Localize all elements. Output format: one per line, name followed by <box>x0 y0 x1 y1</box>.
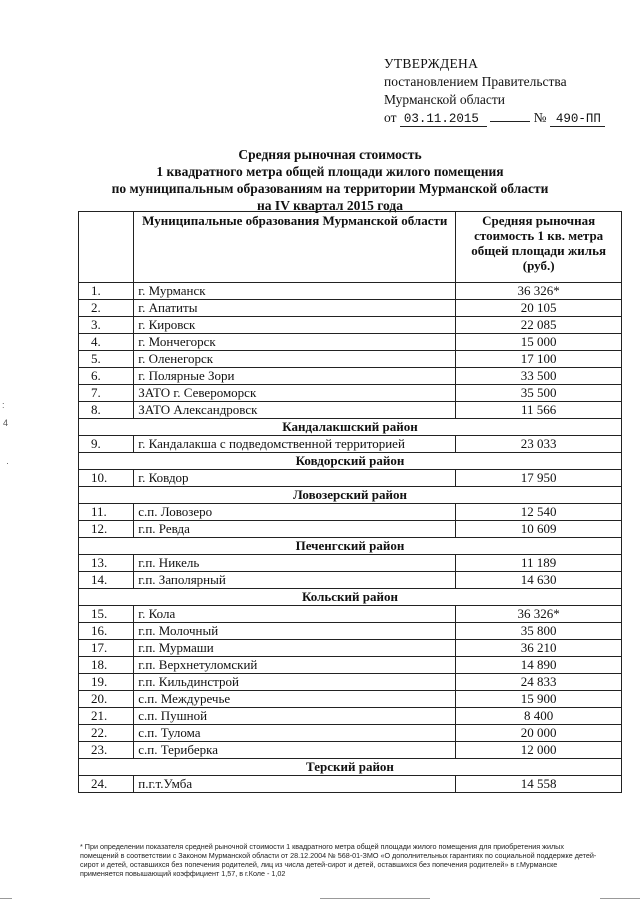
municipality-name: г.п. Мурмаши <box>134 640 456 657</box>
table-row <box>79 776 622 793</box>
price-value: 17 100 <box>456 351 622 368</box>
municipality-name: г. Ковдор <box>134 470 456 487</box>
table-row <box>79 725 622 742</box>
municipality-name: с.п. Ловозеро <box>134 504 456 521</box>
row-number: 13. <box>79 555 134 572</box>
table-row <box>79 436 622 453</box>
row-number: 12. <box>79 521 134 538</box>
footnote: * При определении показателя средней рыночной стоимости 1 квадратного метра общей площади жилого помещения для приобретения жилых помещений в соответствии с Законом Мурманской области от 28.12.2004 № 568-01-ЗМО «О дополнительных гарантиях по социальной поддержке детей-сирот и детей, оставшихся без попечения родителей, лиц из числа детей-сирот и детей, оставшихся без попечения родителей» в г.Мурманске применяется повышающий коэффициент 1,57, в г.Коле - 1,02 <box>80 842 597 878</box>
table-row <box>79 385 622 402</box>
municipality-name: ЗАТО г. Североморск <box>134 385 456 402</box>
price-value: 36 210 <box>456 640 622 657</box>
approval-number: 490-ПП <box>550 112 605 127</box>
price-value: 12 540 <box>456 504 622 521</box>
price-value: 15 900 <box>456 691 622 708</box>
price-value: 20 105 <box>456 300 622 317</box>
title-line-1: Средняя рыночная стоимость <box>238 147 422 162</box>
municipality-name: с.п. Тулома <box>134 725 456 742</box>
date-prefix: от <box>384 110 397 125</box>
district-row <box>79 589 622 606</box>
municipality-name: г. Мурманск <box>134 283 456 300</box>
row-number: 18. <box>79 657 134 674</box>
document-title <box>60 146 600 214</box>
municipality-name: с.п. Пушной <box>134 708 456 725</box>
header-number-cell <box>79 212 134 283</box>
table-row <box>79 691 622 708</box>
price-value: 14 558 <box>456 776 622 793</box>
price-value: 14 890 <box>456 657 622 674</box>
scan-edge-line <box>320 898 430 899</box>
municipality-name: г. Кола <box>134 606 456 623</box>
row-number: 11. <box>79 504 134 521</box>
title-line-3: по муниципальным образованиям на территории Мурманской области <box>111 181 549 196</box>
table-row <box>79 504 622 521</box>
district-row <box>79 453 622 470</box>
municipality-name: г. Мончегорск <box>134 334 456 351</box>
row-number: 6. <box>79 368 134 385</box>
row-number: 24. <box>79 776 134 793</box>
municipality-name: с.п. Междуречье <box>134 691 456 708</box>
scan-edge-line <box>600 898 640 899</box>
price-value: 36 326* <box>456 606 622 623</box>
row-number: 4. <box>79 334 134 351</box>
table-row <box>79 657 622 674</box>
approval-date-line <box>384 109 605 128</box>
approval-line-2: Мурманской области <box>384 92 505 107</box>
scan-margin-mark: : <box>2 400 5 410</box>
approval-line-1: постановлением Правительства <box>384 74 567 89</box>
header-name-cell: Муниципальные образования Мурманской области <box>134 212 456 283</box>
table-row <box>79 742 622 759</box>
table-header-row <box>79 212 622 283</box>
price-value: 11 189 <box>456 555 622 572</box>
price-value: 10 609 <box>456 521 622 538</box>
table-row <box>79 555 622 572</box>
municipality-name: г.п. Ревда <box>134 521 456 538</box>
district-row <box>79 759 622 776</box>
row-number: 1. <box>79 283 134 300</box>
table-row <box>79 317 622 334</box>
row-number: 20. <box>79 691 134 708</box>
price-value: 14 630 <box>456 572 622 589</box>
district-heading: Печенгский район <box>79 538 622 555</box>
title-line-2: 1 квадратного метра общей площади жилого помещения <box>156 164 504 179</box>
price-value: 11 566 <box>456 402 622 419</box>
price-value: 15 000 <box>456 334 622 351</box>
price-value: 17 950 <box>456 470 622 487</box>
row-number: 5. <box>79 351 134 368</box>
district-row <box>79 538 622 555</box>
municipality-name: г.п. Молочный <box>134 623 456 640</box>
table-row <box>79 623 622 640</box>
district-heading: Терский район <box>79 759 622 776</box>
table-row <box>79 368 622 385</box>
municipality-name: г. Кировск <box>134 317 456 334</box>
district-row <box>79 419 622 436</box>
row-number: 16. <box>79 623 134 640</box>
table-row <box>79 470 622 487</box>
approval-date: 03.11.2015 <box>400 112 487 127</box>
table-row <box>79 351 622 368</box>
price-value: 8 400 <box>456 708 622 725</box>
table-row <box>79 708 622 725</box>
row-number: 14. <box>79 572 134 589</box>
district-heading: Кольский район <box>79 589 622 606</box>
municipality-name: г.п. Кильдинстрой <box>134 674 456 691</box>
approval-stamp <box>384 55 605 128</box>
price-value: 35 500 <box>456 385 622 402</box>
municipality-name: г. Оленегорск <box>134 351 456 368</box>
scan-margin-mark: 4 <box>3 418 9 428</box>
municipality-name: с.п. Териберка <box>134 742 456 759</box>
row-number: 19. <box>79 674 134 691</box>
table-row <box>79 334 622 351</box>
price-value: 22 085 <box>456 317 622 334</box>
row-number: 23. <box>79 742 134 759</box>
row-number: 2. <box>79 300 134 317</box>
price-value: 12 000 <box>456 742 622 759</box>
municipality-name: г. Кандалакша с подведомственной территорией <box>134 436 456 453</box>
approval-title: УТВЕРЖДЕНА <box>384 56 479 71</box>
municipality-name: г.п. Никель <box>134 555 456 572</box>
price-value: 35 800 <box>456 623 622 640</box>
title-line-4: на IV квартал 2015 года <box>257 198 403 213</box>
municipality-name: г. Апатиты <box>134 300 456 317</box>
price-table <box>78 211 622 793</box>
row-number: 8. <box>79 402 134 419</box>
row-number: 17. <box>79 640 134 657</box>
row-number: 9. <box>79 436 134 453</box>
municipality-name: г.п. Заполярный <box>134 572 456 589</box>
row-number: 22. <box>79 725 134 742</box>
district-heading: Кандалакшский район <box>79 419 622 436</box>
number-prefix: № <box>533 110 547 125</box>
municipality-name: г.п. Верхнетуломский <box>134 657 456 674</box>
table-row <box>79 572 622 589</box>
row-number: 3. <box>79 317 134 334</box>
table-row <box>79 606 622 623</box>
district-heading: Ковдорский район <box>79 453 622 470</box>
table-row <box>79 640 622 657</box>
district-heading: Ловозерский район <box>79 487 622 504</box>
table-row <box>79 402 622 419</box>
municipality-name: г. Полярные Зори <box>134 368 456 385</box>
row-number: 7. <box>79 385 134 402</box>
table-row <box>79 300 622 317</box>
table-row <box>79 521 622 538</box>
price-value: 36 326* <box>456 283 622 300</box>
price-value: 20 000 <box>456 725 622 742</box>
municipality-name: ЗАТО Александровск <box>134 402 456 419</box>
municipality-name: п.г.т.Умба <box>134 776 456 793</box>
row-number: 15. <box>79 606 134 623</box>
scan-edge-line <box>0 898 12 899</box>
table-row <box>79 283 622 300</box>
price-value: 33 500 <box>456 368 622 385</box>
price-value: 23 033 <box>456 436 622 453</box>
price-value: 24 833 <box>456 674 622 691</box>
row-number: 10. <box>79 470 134 487</box>
row-number: 21. <box>79 708 134 725</box>
scan-margin-mark: · <box>6 458 9 468</box>
table-row <box>79 674 622 691</box>
date-underline <box>490 121 530 122</box>
district-row <box>79 487 622 504</box>
header-value-cell: Средняя рыночная стоимость 1 кв. метра общей площади жилья (руб.) <box>456 212 622 283</box>
